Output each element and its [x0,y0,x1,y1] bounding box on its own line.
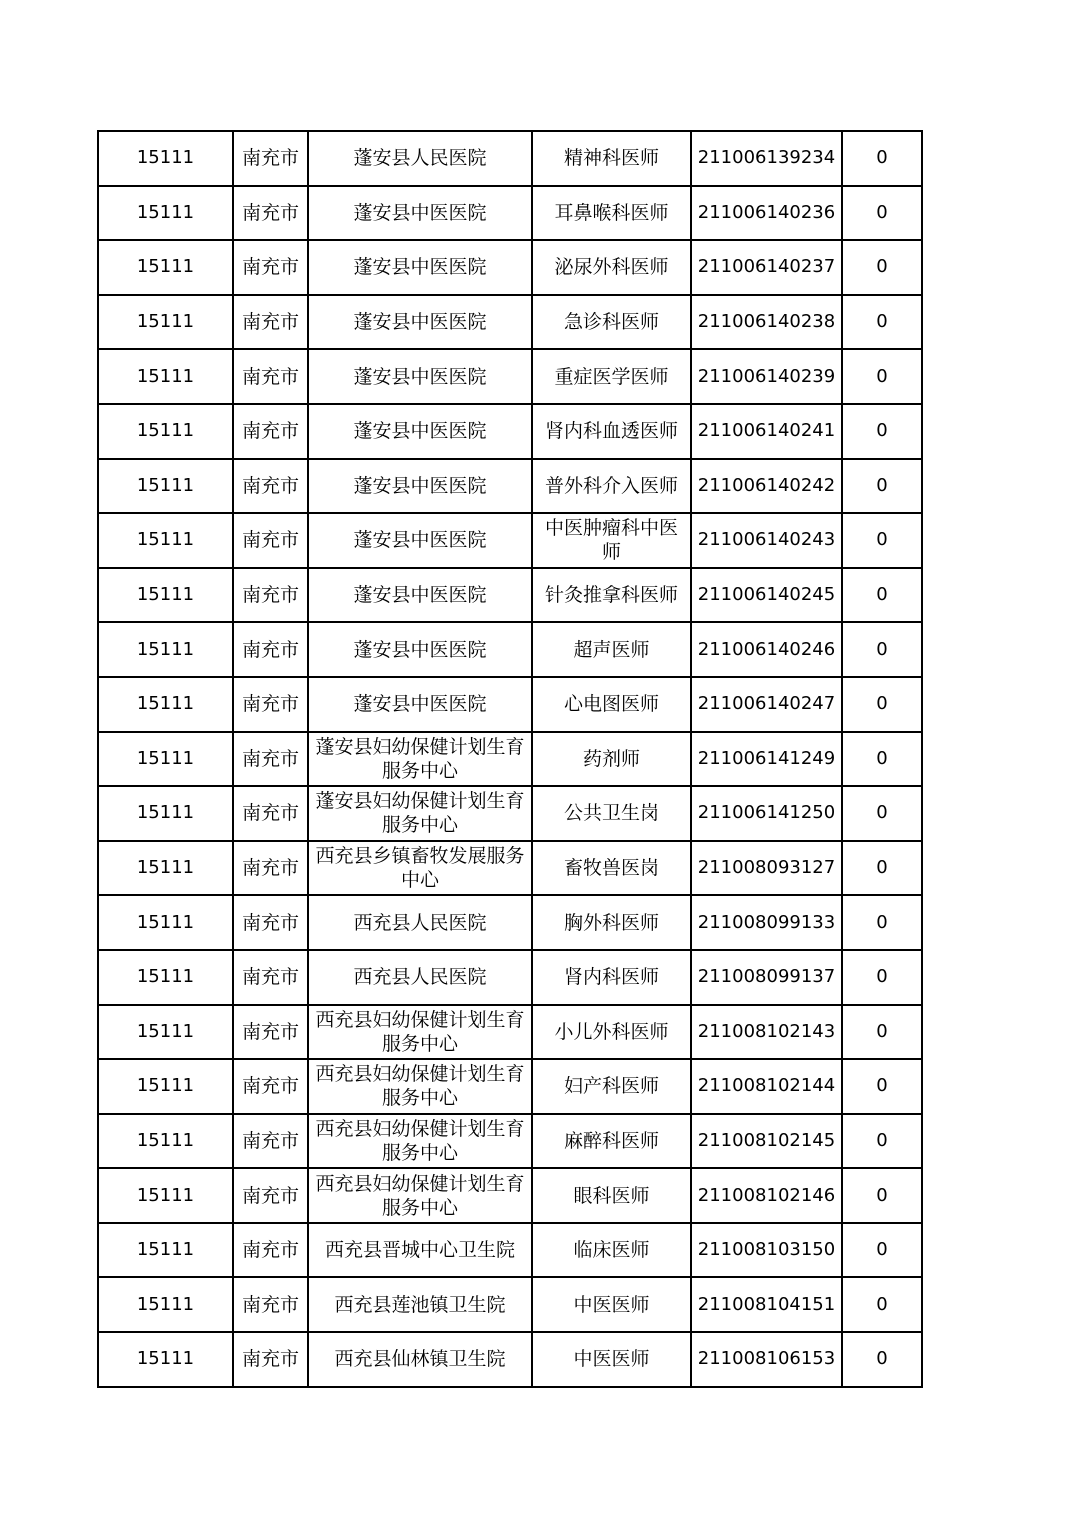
cell-position-code: 211008093127 [691,841,842,896]
cell-position-code: 211008104151 [691,1277,842,1332]
cell-position: 眼科医师 [532,1168,691,1223]
cell-position-code: 211006140243 [691,513,842,568]
cell-count: 0 [842,240,922,295]
cell-code: 15111 [98,1114,233,1169]
cell-position: 心电图医师 [532,677,691,732]
cell-count: 0 [842,1332,922,1387]
cell-count: 0 [842,459,922,514]
cell-count: 0 [842,786,922,841]
cell-unit: 蓬安县中医医院 [308,349,532,404]
cell-code: 15111 [98,349,233,404]
cell-position-code: 211006140239 [691,349,842,404]
cell-position-code: 211008102144 [691,1059,842,1114]
cell-position-code: 211006140246 [691,622,842,677]
cell-position: 泌尿外科医师 [532,240,691,295]
cell-unit: 蓬安县中医医院 [308,513,532,568]
table-row [98,786,922,841]
cell-code: 15111 [98,1059,233,1114]
cell-unit: 西充县乡镇畜牧发展服务中心 [308,841,532,896]
cell-code: 15111 [98,295,233,350]
cell-unit: 蓬安县中医医院 [308,240,532,295]
cell-position: 肾内科医师 [532,950,691,1005]
cell-count: 0 [842,950,922,1005]
cell-count: 0 [842,841,922,896]
cell-count: 0 [842,1005,922,1060]
cell-code: 15111 [98,622,233,677]
cell-city: 南充市 [233,950,308,1005]
cell-city: 南充市 [233,1059,308,1114]
cell-code: 15111 [98,841,233,896]
cell-count: 0 [842,349,922,404]
cell-count: 0 [842,404,922,459]
table-row [98,186,922,241]
cell-code: 15111 [98,459,233,514]
cell-city: 南充市 [233,1332,308,1387]
cell-city: 南充市 [233,895,308,950]
cell-code: 15111 [98,131,233,186]
table-row [98,295,922,350]
cell-code: 15111 [98,1277,233,1332]
cell-city: 南充市 [233,622,308,677]
cell-unit: 蓬安县妇幼保健计划生育服务中心 [308,786,532,841]
table-row [98,950,922,1005]
cell-position-code: 211008099133 [691,895,842,950]
cell-city: 南充市 [233,677,308,732]
cell-position: 小儿外科医师 [532,1005,691,1060]
cell-code: 15111 [98,950,233,1005]
cell-count: 0 [842,1168,922,1223]
cell-position: 精神科医师 [532,131,691,186]
cell-code: 15111 [98,895,233,950]
cell-city: 南充市 [233,732,308,787]
cell-unit: 蓬安县中医医院 [308,622,532,677]
cell-unit: 西充县人民医院 [308,950,532,1005]
cell-position-code: 211006140236 [691,186,842,241]
cell-code: 15111 [98,1168,233,1223]
table-row [98,404,922,459]
cell-city: 南充市 [233,841,308,896]
cell-city: 南充市 [233,1114,308,1169]
cell-count: 0 [842,1277,922,1332]
cell-position: 急诊科医师 [532,295,691,350]
cell-position-code: 211006139234 [691,131,842,186]
cell-position: 普外科介入医师 [532,459,691,514]
table-row [98,677,922,732]
cell-position: 中医医师 [532,1277,691,1332]
cell-code: 15111 [98,240,233,295]
cell-position-code: 211006140247 [691,677,842,732]
cell-unit: 蓬安县中医医院 [308,459,532,514]
table-row [98,240,922,295]
cell-position: 妇产科医师 [532,1059,691,1114]
cell-unit: 西充县莲池镇卫生院 [308,1277,532,1332]
cell-unit: 西充县晋城中心卫生院 [308,1223,532,1278]
cell-unit: 西充县妇幼保健计划生育服务中心 [308,1005,532,1060]
cell-count: 0 [842,677,922,732]
table-row [98,459,922,514]
cell-count: 0 [842,295,922,350]
cell-count: 0 [842,513,922,568]
cell-position-code: 211008099137 [691,950,842,1005]
cell-position-code: 211008103150 [691,1223,842,1278]
table-row [98,1005,922,1060]
cell-position: 针灸推拿科医师 [532,568,691,623]
cell-position-code: 211008102145 [691,1114,842,1169]
cell-code: 15111 [98,786,233,841]
cell-position: 畜牧兽医岗 [532,841,691,896]
cell-count: 0 [842,732,922,787]
cell-city: 南充市 [233,1277,308,1332]
cell-unit: 蓬安县中医医院 [308,295,532,350]
cell-position-code: 211008106153 [691,1332,842,1387]
cell-count: 0 [842,1114,922,1169]
table-row [98,513,922,568]
cell-unit: 西充县妇幼保健计划生育服务中心 [308,1059,532,1114]
cell-code: 15111 [98,513,233,568]
cell-position: 重症医学医师 [532,349,691,404]
table-row [98,1059,922,1114]
cell-position: 公共卫生岗 [532,786,691,841]
cell-code: 15111 [98,1332,233,1387]
cell-count: 0 [842,895,922,950]
cell-code: 15111 [98,1223,233,1278]
cell-city: 南充市 [233,295,308,350]
cell-unit: 西充县仙林镇卫生院 [308,1332,532,1387]
table-row [98,732,922,787]
table-row [98,622,922,677]
cell-code: 15111 [98,404,233,459]
cell-position: 药剂师 [532,732,691,787]
cell-code: 15111 [98,677,233,732]
table-row [98,1168,922,1223]
cell-city: 南充市 [233,1168,308,1223]
cell-code: 15111 [98,1005,233,1060]
cell-count: 0 [842,622,922,677]
cell-code: 15111 [98,568,233,623]
cell-code: 15111 [98,732,233,787]
positions-table [97,130,923,1388]
cell-unit: 蓬安县中医医院 [308,677,532,732]
cell-count: 0 [842,1223,922,1278]
table-body [98,131,922,1387]
cell-unit: 蓬安县中医医院 [308,404,532,459]
cell-position: 肾内科血透医师 [532,404,691,459]
cell-position: 胸外科医师 [532,895,691,950]
cell-position-code: 211006140237 [691,240,842,295]
cell-position-code: 211008102146 [691,1168,842,1223]
cell-unit: 蓬安县中医医院 [308,568,532,623]
cell-position: 中医肿瘤科中医师 [532,513,691,568]
cell-city: 南充市 [233,568,308,623]
cell-city: 南充市 [233,404,308,459]
cell-position-code: 211006140238 [691,295,842,350]
cell-position-code: 211006141249 [691,732,842,787]
cell-city: 南充市 [233,1223,308,1278]
cell-position: 中医医师 [532,1332,691,1387]
cell-position: 耳鼻喉科医师 [532,186,691,241]
cell-city: 南充市 [233,240,308,295]
cell-count: 0 [842,131,922,186]
cell-unit: 西充县妇幼保健计划生育服务中心 [308,1114,532,1169]
cell-position-code: 211006140241 [691,404,842,459]
cell-city: 南充市 [233,349,308,404]
table-row [98,1332,922,1387]
cell-city: 南充市 [233,459,308,514]
cell-unit: 西充县人民医院 [308,895,532,950]
table-row [98,1114,922,1169]
cell-position-code: 211006141250 [691,786,842,841]
table-row [98,568,922,623]
cell-city: 南充市 [233,186,308,241]
cell-position-code: 211006140245 [691,568,842,623]
cell-position-code: 211006140242 [691,459,842,514]
table-row [98,1223,922,1278]
table-row [98,1277,922,1332]
cell-unit: 蓬安县中医医院 [308,186,532,241]
cell-city: 南充市 [233,513,308,568]
cell-unit: 西充县妇幼保健计划生育服务中心 [308,1168,532,1223]
cell-position: 超声医师 [532,622,691,677]
table-row [98,841,922,896]
cell-count: 0 [842,1059,922,1114]
cell-count: 0 [842,186,922,241]
cell-code: 15111 [98,186,233,241]
cell-count: 0 [842,568,922,623]
table-row [98,349,922,404]
cell-city: 南充市 [233,131,308,186]
cell-unit: 蓬安县人民医院 [308,131,532,186]
cell-position: 临床医师 [532,1223,691,1278]
cell-city: 南充市 [233,786,308,841]
cell-unit: 蓬安县妇幼保健计划生育服务中心 [308,732,532,787]
cell-position: 麻醉科医师 [532,1114,691,1169]
table-row [98,131,922,186]
table-row [98,895,922,950]
cell-city: 南充市 [233,1005,308,1060]
cell-position-code: 211008102143 [691,1005,842,1060]
